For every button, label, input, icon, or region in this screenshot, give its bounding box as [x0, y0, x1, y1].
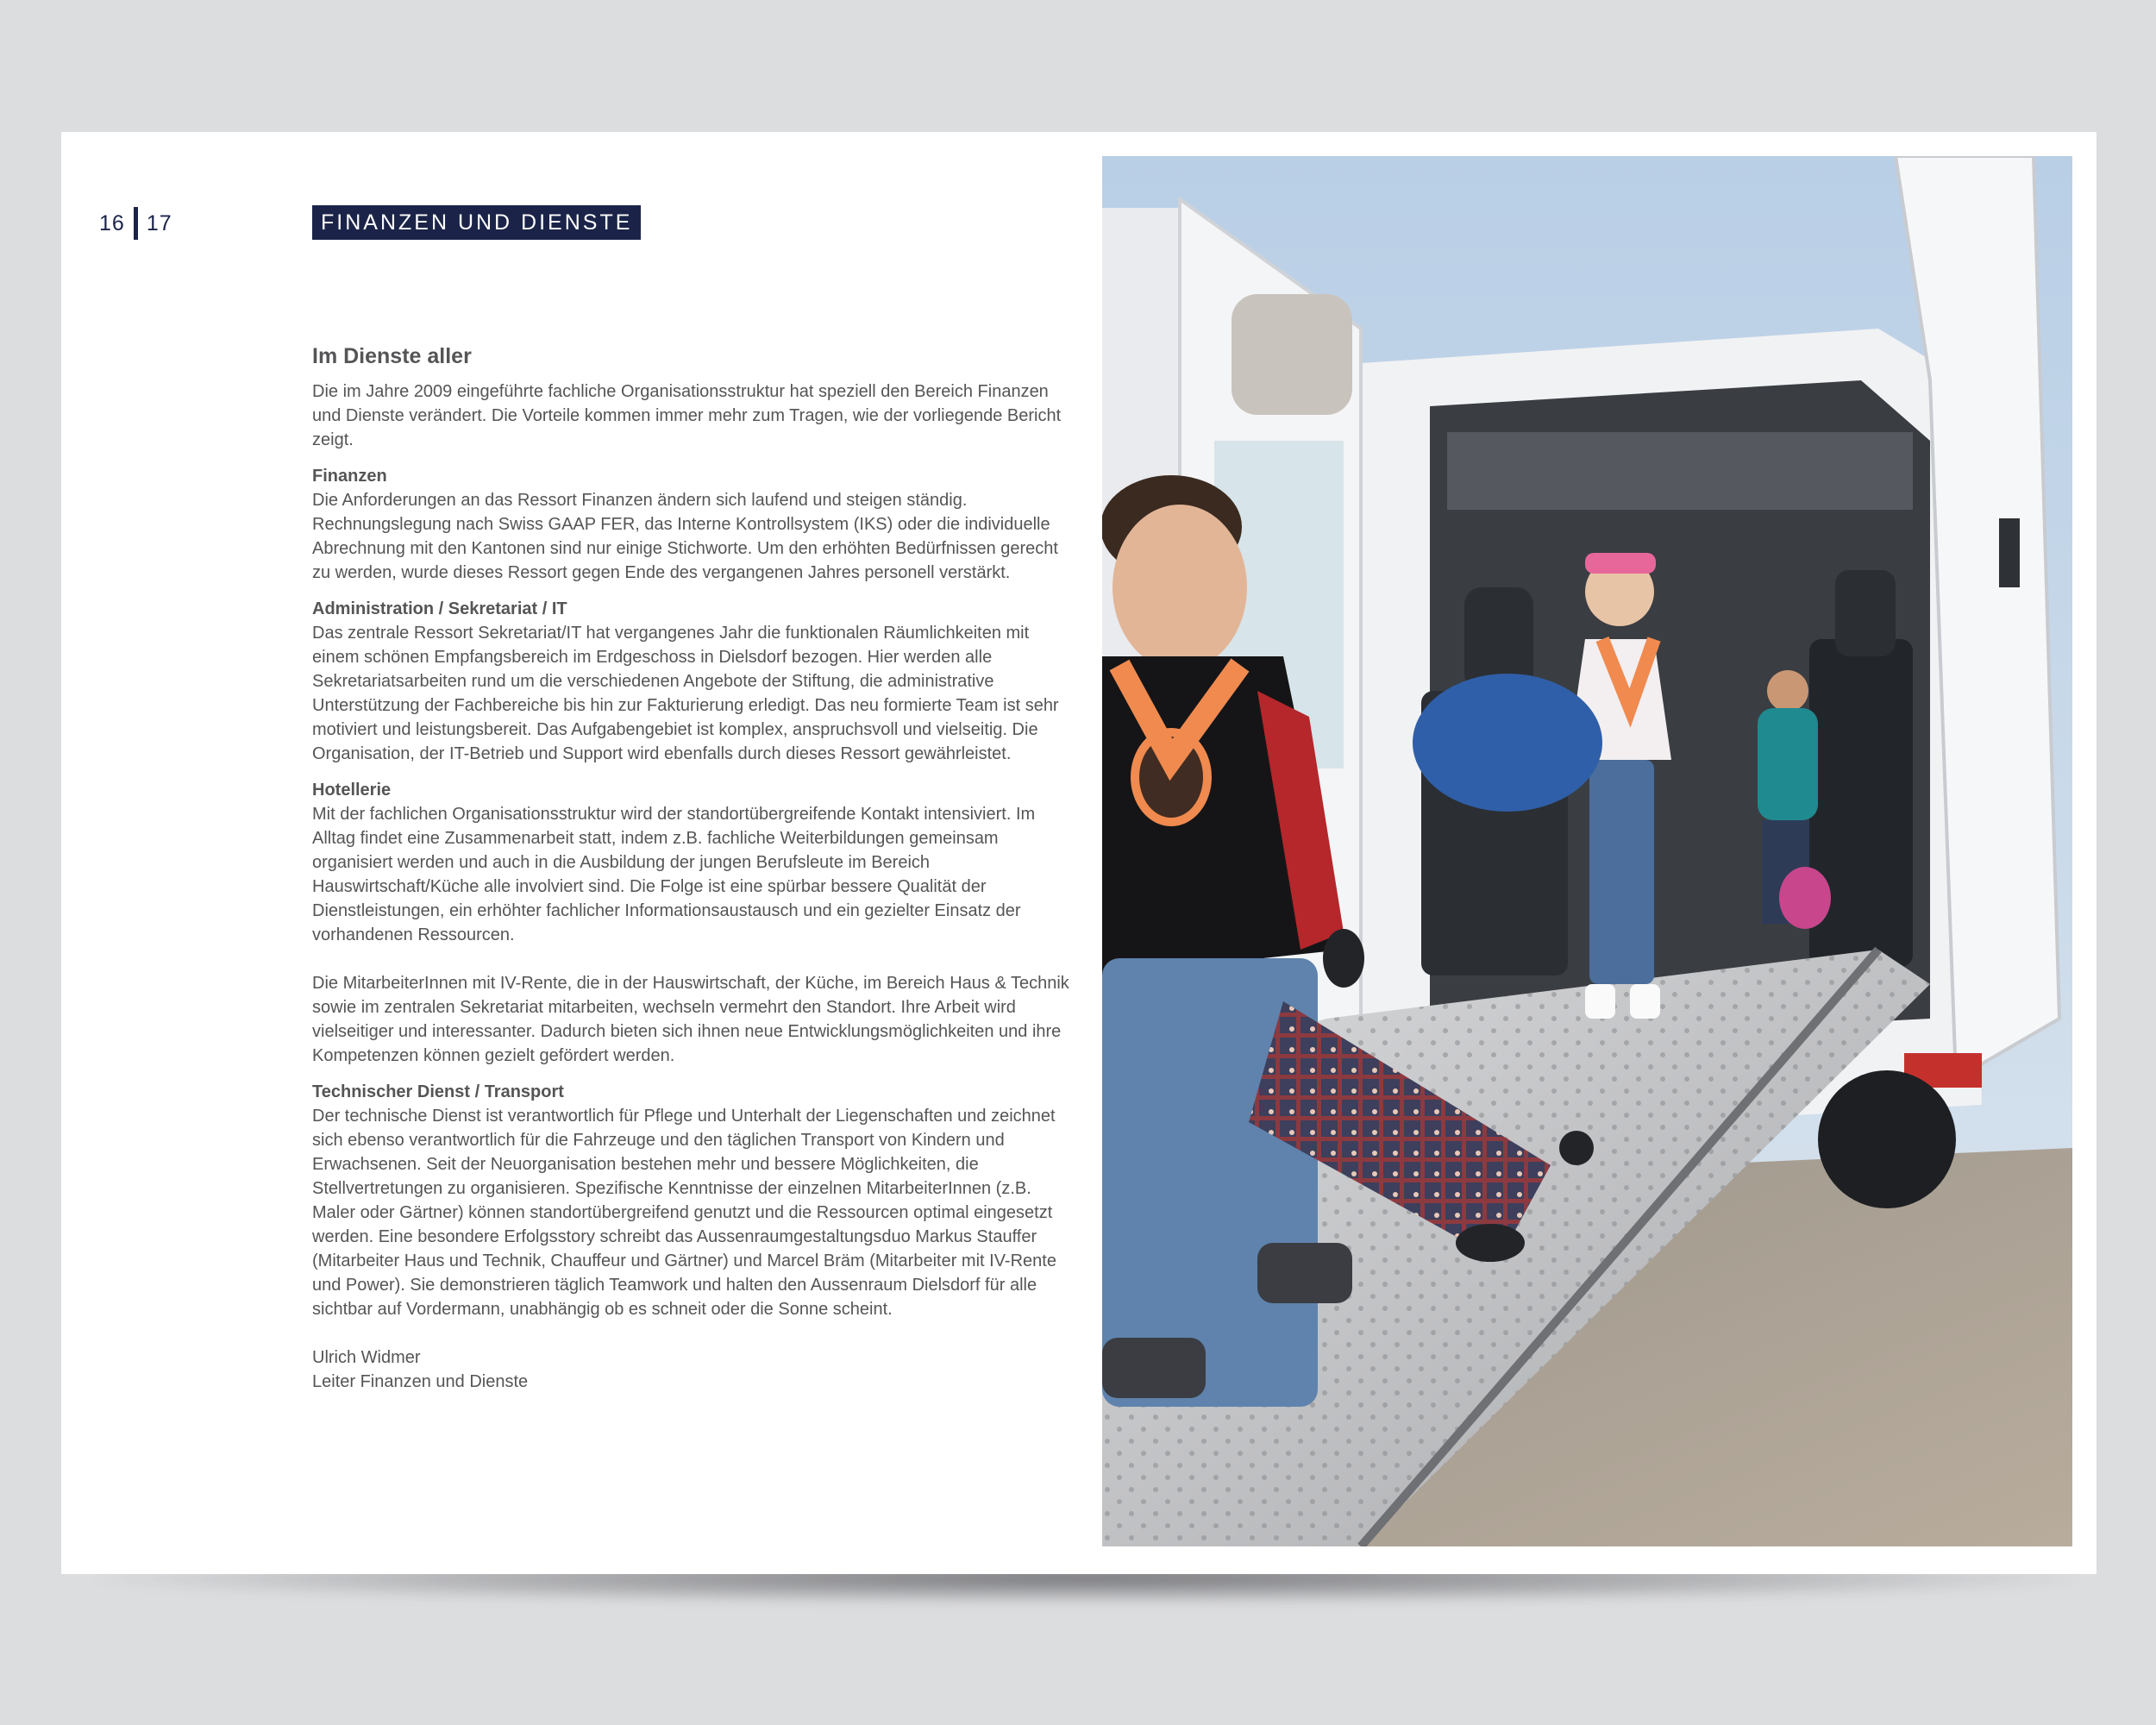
author-name: Ulrich Widmer [312, 1348, 421, 1367]
admin-heading: Administration / Sekretariat / IT [312, 599, 567, 618]
hotellerie-heading: Hotellerie [312, 781, 392, 800]
technik-text: Der technische Dienst ist verantwortlich für Pflege und Unterhalt der Liegenschaften und zeichnet sich ebenso verantwortlich für die Fahrzeuge und den täglichen Transport von Kindern und Erwachsenen. Seit der Neuorganisation bestehen mehr und bessere Möglichkeiten, die Stellvertretungen zu organisieren. Spezifische Kenntnisse der einzelnen MitarbeiterInnen (z.B. Maler oder Gärtner) können standortübergreifend genutzt und die Ressourcen optimal eingesetzt werden. Eine besondere Erfolgsstory schreibt das Aussenraumgestaltungsduo Markus Stauffer (Mitarbeiter Haus und Technik, Chauffeur und Gärtner) und Marcel Bräm (Mitarbeiter mit IV-Rente und Power). Sie demonstrieren täglich Teamwork und halten den Aussenraum Dielsdorf für alle sichtbar auf Vordermann, unabhängig ob es schneit oder die Sonne scheint. [312, 1107, 1056, 1319]
section-label: FINANZEN UND DIENSTE [312, 205, 641, 240]
page-numbers [99, 207, 172, 240]
article-column [312, 343, 1071, 1394]
page-number-right: 17 [146, 210, 172, 235]
article-intro: Die im Jahre 2009 eingeführte fachliche Organisationsstruktur hat speziell den Bereich Finanzen und Dienste verändert. Die Vorteile kommen immer mehr zum Tragen, wie der vorliegende Bericht zeigt. [312, 382, 1062, 449]
photo-children-van-ramp [1102, 156, 2072, 1546]
page-number-divider [134, 207, 138, 240]
brochure-spread [61, 132, 2096, 1574]
admin-text: Das zentrale Ressort Sekretariat/IT hat vergangenes Jahr die funktionalen Räumlichkeiten mit einem schönen Empfangsbereich im Erdgeschoss in Dielsdorf bezogen. Hier werden alle Sekretariatsarbeiten rund um die verschiedenen Angebote der Stiftung, die administrative Unterstützung der Fachbereiche bis hin zur Fakturierung erledigt. Das neu formierte Team ist sehr motiviert und leistungsbereit. Das Aufgabengebiet ist komplex, anspruchsvoll und vielseitig. Die Organisation, der IT-Betrieb und Support wird ebenfalls durch dieses Ressort gewährleistet. [312, 624, 1059, 763]
page-number-left: 16 [99, 210, 125, 235]
author-role: Leiter Finanzen und Dienste [312, 1372, 529, 1391]
signature-block [312, 1346, 1071, 1394]
finanzen-text: Die Anforderungen an das Ressort Finanzen ändern sich laufend und steigen ständig. Rechnungslegung nach Swiss GAAP FER, das Interne Kontrollsystem (IKS) oder die individuelle Abrechnung mit den Kantonen sind nur einige Stichworte. Um den erhöhten Bedürfnissen gerecht zu werden, wurde dieses Ressort gegen Ende des vergangenen Jahres personell verstärkt. [312, 491, 1058, 582]
technik-heading: Technischer Dienst / Transport [312, 1082, 564, 1101]
hotellerie-text-2: Die MitarbeiterInnen mit IV-Rente, die in der Hauswirtschaft, der Küche, im Bereich Haus & Technik sowie im zentralen Sekretariat mitarbeiten, wechseln vermehrt den Standort. Ihre Arbeit wird vielseitiger und interessanter. Dadurch bieten sich ihnen neue Entwicklungsmöglichkeiten und ihre Kompetenzen können gezielt gefördert werden. [312, 974, 1069, 1065]
article-title: Im Dienste aller [312, 344, 472, 368]
hotellerie-text: Mit der fachlichen Organisationsstruktur wird der standortübergreifende Kontakt intensiviert. Im Alltag findet eine Zusammenarbeit statt, indem z.B. fachliche Weiterbildungen gemeinsam organisiert werden und auch in die Ausbildung der jungen Berufsleute im Bereich Hauswirtschaft/Küche alle involviert sind. Die Folge ist eine spürbar bessere Qualität der Dienstleistungen, ein erhöhter fachlicher Informationsaustausch und ein gezielter Einsatz der vorhandenen Ressourcen. [312, 805, 1036, 944]
finanzen-heading: Finanzen [312, 467, 387, 486]
